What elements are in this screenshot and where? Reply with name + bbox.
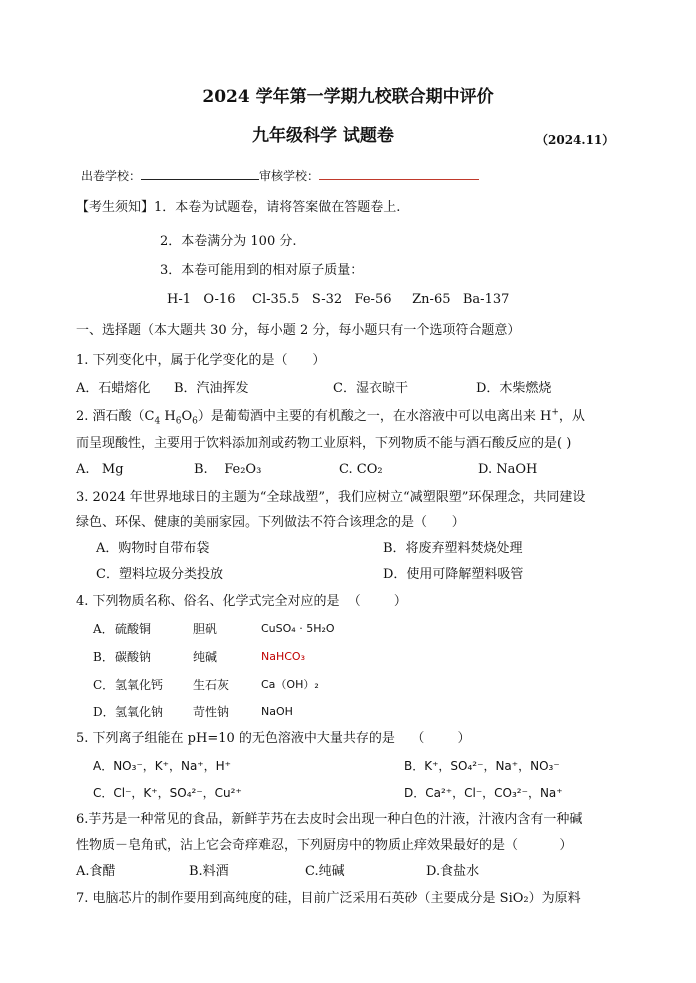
q4-name: 氢氧化钙 [115,678,164,692]
q1-option-c: C．湿衣晾干 [333,381,408,396]
reviewer-school-field[interactable] [319,166,479,180]
q5-option-c: C．Cl⁻，K⁺，SO₄²⁻，Cu²⁺ [93,786,242,800]
q1-option-a: A．石蜡熔化 [76,381,151,396]
q4-stem: 4. 下列物质名称、俗名、化学式完全对应的是 （ ） [76,594,407,609]
q2-sub: 6 [175,416,182,427]
q2-text: H [160,409,176,424]
q4-common-name: 生石灰 [193,678,230,692]
q4-formula: Ca（OH）₂ [261,678,319,691]
q4-formula: NaOH [261,705,293,718]
author-school-field[interactable] [141,166,259,180]
q6-stem-line1: 6.芋艿是一种常见的食品，新鲜芋艿在去皮时会出现一种白色的汁液，汁液内含有一种碱 [76,812,583,827]
q4-common-name: 苛性钠 [193,705,230,719]
atomic-masses: H-1 O-16 Cl-35.5 S-32 Fe-56 Zn-65 Ba-137 [167,292,510,307]
q6-option-b: B.料酒 [189,864,229,879]
notice-row-1 [76,199,400,217]
page-subtitle: 九年级科学 试题卷 [252,126,394,146]
exam-date: （2024.11） [536,133,615,147]
q1-option-d: D．木柴燃烧 [476,381,552,396]
q2-stem-line1 [76,408,585,426]
notice-item-3: 3．本卷可能用到的相对原子质量： [160,263,364,278]
q2-sup: + [551,407,559,418]
q2-sub: 6 [192,416,198,427]
q1-stem: 1. 下列变化中，属于化学变化的是（ ） [76,353,326,368]
q3-option-d: D．使用可降解塑料吸管 [383,567,524,582]
q6-stem-line2: 性物质－皂角甙，沾上它会奇痒难忍，下列厨房中的物质止痒效果最好的是（ ） [76,838,573,853]
q3-stem-line2: 绿色、环保、健康的美丽家园。下列做法不符合该理念的是（ ） [76,515,465,530]
q5-option-d: D．Ca²⁺，Cl⁻，CO₃²⁻，Na⁺ [404,786,563,800]
q7-stem-line1: 7. 电脑芯片的制作要用到高纯度的硅，目前广泛采用石英砂（主要成分是 SiO₂）为原料 [76,891,581,906]
q4-formula-highlighted: NaHCO₃ [261,650,305,663]
q3-option-b: B．将废弃塑料焚烧处理 [383,541,523,556]
q4-name: 氢氧化钠 [115,705,164,719]
q6-option-d: D.食盐水 [426,864,480,879]
q5-option-b: B．K⁺，SO₄²⁻，Na⁺，NO₃⁻ [404,759,560,773]
q3-option-a: A．购物时自带布袋 [96,541,210,556]
q2-option-a: A. Mg [76,462,124,477]
q5-stem: 5. 下列离子组能在 pH=10 的无色溶液中大量共存的是 （ ） [76,731,471,746]
q4-common-name: 胆矾 [193,622,218,636]
q2-option-b: B. Fe₂O₃ [194,462,262,477]
q4-opt-label: D． [93,705,115,719]
q4-opt-label: C． [93,678,115,692]
q2-text: 2. 酒石酸（C [76,409,155,424]
author-school-label: 出卷学校： [81,169,142,183]
q4-name: 碳酸钠 [115,650,152,664]
q4-row-d [93,703,293,721]
q4-formula: CuSO₄ · 5H₂O [261,622,335,635]
q6-option-c: C.纯碱 [305,864,345,879]
q4-row-b [93,648,305,666]
q4-opt-label: B． [93,650,114,664]
notice-item-1: 1．本卷为试题卷，请将答案做在答题卷上. [154,200,401,215]
section-heading: 一、选择题（本大题共 30 分，每小题 2 分，每小题只有一个选项符合题意） [76,323,521,338]
q4-opt-label: A． [93,622,114,636]
q4-common-name: 纯碱 [193,650,218,664]
author-school-row [81,166,479,185]
reviewer-school-label: 审核学校： [259,169,320,183]
q2-sub: 4 [154,416,161,427]
q3-option-c: C．塑料垃圾分类投放 [96,567,223,582]
q2-text: ，从 [558,409,585,424]
q2-option-c: C. CO₂ [339,462,383,477]
page-title: 2024 学年第一学期九校联合期中评价 [202,87,494,107]
q2-text: O [181,409,193,424]
q4-row-c [93,676,319,694]
q4-name: 硫酸铜 [115,622,152,636]
q6-option-a: A.食醋 [76,864,116,879]
q5-option-a: A．NO₃⁻，K⁺，Na⁺，H⁺ [93,759,232,773]
q2-stem-line2: 而呈现酸性，主要用于饮料添加剂或药物工业原料，下列物质不能与酒石酸反应的是( ) [76,436,572,451]
q1-option-b: B．汽油挥发 [174,381,249,396]
q2-text: ）是葡萄酒中主要的有机酸之一，在水溶液中可以电离出来 H [197,409,552,424]
q3-stem-line1: 3. 2024 年世界地球日的主题为“全球战塑”，我们应树立“减塑限塑”环保理念，共同建设 [76,490,586,505]
notice-item-2: 2．本卷满分为 100 分. [160,234,297,249]
q4-row-a [93,620,335,638]
q2-option-d: D. NaOH [478,462,538,477]
notice-label: 【考生须知】 [76,200,155,215]
